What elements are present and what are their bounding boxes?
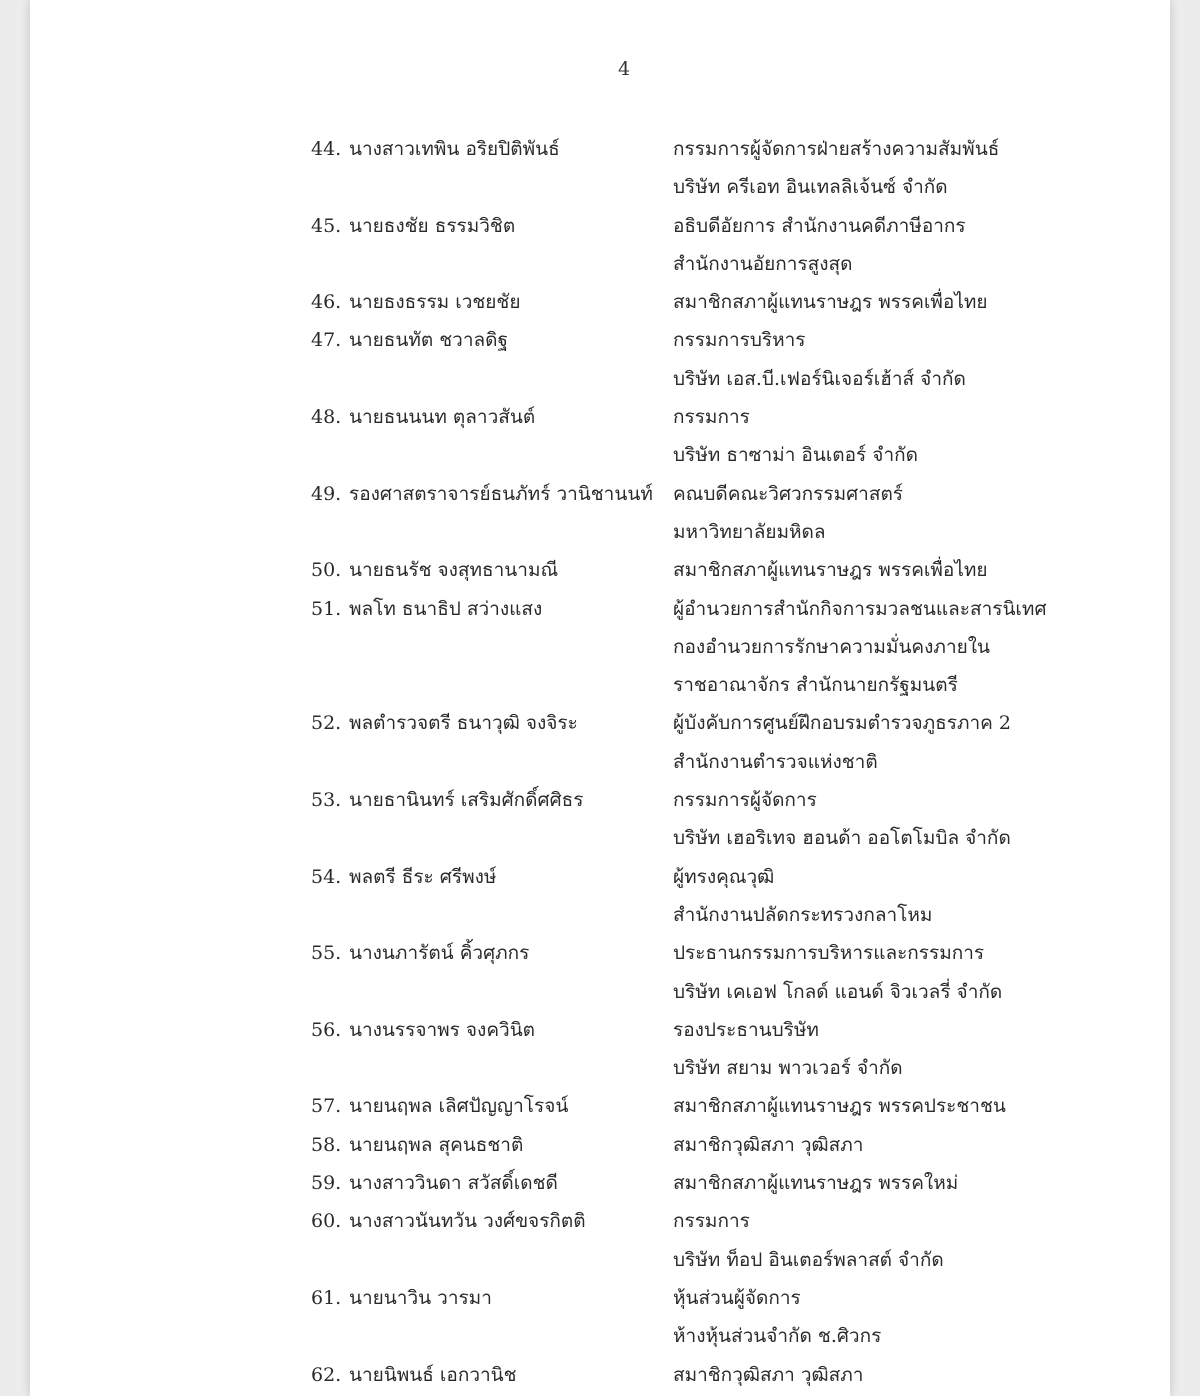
- list-item: [30, 321, 1170, 398]
- member-position: [673, 858, 1153, 935]
- position-line: กรรมการ: [673, 1210, 750, 1233]
- document-page: [30, 0, 1170, 1396]
- position-line: กรรมการบริหาร: [673, 329, 806, 352]
- member-name: พลตรี ธีระ ศรีพงษ์: [349, 865, 497, 888]
- member-entry: [311, 398, 671, 475]
- member-entry: [311, 1356, 671, 1394]
- list-item: [30, 207, 1170, 284]
- member-entry: [311, 283, 671, 321]
- member-name: นายธนนนท ตุลาวสันต์: [349, 406, 536, 429]
- entry-number: 44.: [311, 138, 342, 160]
- member-entry: [311, 551, 671, 589]
- member-position: [673, 1087, 1153, 1125]
- member-entry: [311, 1126, 671, 1164]
- position-line: สมาชิกวุฒิสภา วุฒิสภา: [673, 1133, 864, 1156]
- list-item: [30, 1011, 1170, 1088]
- member-entry: [311, 1279, 671, 1356]
- member-name: นายนฤพล เลิศปัญญาโรจน์: [349, 1095, 569, 1118]
- position-line: กองอำนวยการรักษาความมั่นคงภายใน: [673, 635, 991, 658]
- member-entry: [311, 475, 671, 552]
- member-name: นายนฤพล สุคนธชาติ: [349, 1133, 524, 1156]
- member-name: นางนภารัตน์ คิ้วศุภกร: [349, 942, 530, 965]
- position-line: สำนักงานปลัดกระทรวงกลาโหม: [673, 903, 933, 926]
- member-position: [673, 283, 1153, 321]
- entry-number: 54.: [311, 865, 342, 888]
- entry-number: 60.: [311, 1210, 342, 1233]
- member-position: [673, 1126, 1153, 1164]
- entry-number: 58.: [311, 1133, 342, 1156]
- member-name: นางสาวเทพิน อริยปิติพันธ์: [349, 138, 560, 160]
- member-entry: [311, 1087, 671, 1125]
- member-position: [673, 321, 1153, 398]
- position-line: สมาชิกสภาผู้แทนราษฎร พรรคเพื่อไทย: [673, 559, 988, 582]
- member-position: [673, 551, 1153, 589]
- position-line: สำนักงานตำรวจแห่งชาติ: [673, 750, 878, 773]
- member-entry: [311, 207, 671, 284]
- position-line: สมาชิกสภาผู้แทนราษฎร พรรคใหม่: [673, 1172, 959, 1195]
- position-line: ผู้อำนวยการสำนักกิจการมวลชนและสารนิเทศ: [673, 597, 1047, 620]
- entry-number: 56.: [311, 1018, 342, 1041]
- position-line: อธิบดีอัยการ สำนักงานคดีภาษีอากร: [673, 214, 966, 237]
- position-line: สมาชิกสภาผู้แทนราษฎร พรรคประชาชน: [673, 1095, 1006, 1118]
- entry-number: 52.: [311, 712, 342, 735]
- entry-number: 55.: [311, 942, 342, 965]
- entry-number: 59.: [311, 1172, 342, 1195]
- member-name: นายนิพนธ์ เอกวานิช: [349, 1363, 517, 1386]
- position-line: หุ้นส่วนผู้จัดการ: [673, 1286, 801, 1309]
- list-item: [30, 1356, 1170, 1394]
- list-item: [30, 704, 1170, 781]
- member-position: [673, 1279, 1153, 1356]
- member-entry: [311, 590, 671, 705]
- entry-number: 49.: [311, 482, 342, 505]
- entry-number: 61.: [311, 1286, 342, 1309]
- position-line: ราชอาณาจักร สำนักนายกรัฐมนตรี: [673, 674, 958, 697]
- position-line: บริษัท ท็อป อินเตอร์พลาสต์ จำกัด: [673, 1248, 944, 1271]
- member-position: [673, 1202, 1153, 1279]
- position-line: กรรมการผู้จัดการฝ่ายสร้างความสัมพันธ์: [673, 138, 1000, 160]
- member-position: [673, 130, 1153, 207]
- member-position: [673, 590, 1153, 705]
- member-entry: [311, 321, 671, 398]
- member-position: [673, 207, 1153, 284]
- position-line: สมาชิกสภาผู้แทนราษฎร พรรคเพื่อไทย: [673, 291, 988, 314]
- entry-number: 45.: [311, 214, 342, 237]
- position-line: บริษัท เอส.บี.เฟอร์นิเจอร์เฮ้าส์ จำกัด: [673, 367, 966, 390]
- member-position: [673, 1164, 1153, 1202]
- member-position: [673, 704, 1153, 781]
- member-entry: [311, 130, 671, 207]
- member-name: นางสาววินดา สวัสดิ์เดชดี: [349, 1172, 558, 1195]
- position-line: คณบดีคณะวิศวกรรมศาสตร์: [673, 482, 903, 505]
- list-item: [30, 1087, 1170, 1125]
- member-entry: [311, 704, 671, 781]
- entry-number: 53.: [311, 789, 342, 812]
- position-line: บริษัท เฮอริเทจ ฮอนด้า ออโตโมบิล จำกัด: [673, 827, 1011, 850]
- position-line: สมาชิกวุฒิสภา วุฒิสภา: [673, 1363, 864, 1386]
- list-item: [30, 934, 1170, 1011]
- member-position: [673, 1011, 1153, 1088]
- position-line: มหาวิทยาลัยมหิดล: [673, 520, 826, 543]
- position-line: ห้างหุ้นส่วนจำกัด ช.ศิวกร: [673, 1325, 882, 1348]
- list-item: [30, 398, 1170, 475]
- position-line: บริษัท สยาม พาวเวอร์ จำกัด: [673, 1057, 903, 1080]
- list-item: [30, 130, 1170, 207]
- list-item: [30, 475, 1170, 552]
- member-entry: [311, 781, 671, 858]
- position-line: ประธานกรรมการบริหารและกรรมการ: [673, 942, 985, 965]
- member-position: [673, 934, 1153, 1011]
- position-line: บริษัท เคเอฟ โกลด์ แอนด์ จิวเวลรี่ จำกัด: [673, 980, 1003, 1003]
- member-name: พลโท ธนาธิป สว่างแสง: [349, 597, 543, 620]
- list-item: [30, 1164, 1170, 1202]
- entry-number: 62.: [311, 1363, 342, 1386]
- position-line: บริษัท ครีเอท อินเทลลิเจ้นซ์ จำกัด: [673, 176, 948, 199]
- entry-number: 47.: [311, 329, 342, 352]
- member-name: นายธงชัย ธรรมวิชิต: [349, 214, 516, 237]
- member-name: นายธนรัช จงสุทธานามณี: [349, 559, 559, 582]
- position-line: ผู้บังคับการศูนย์ฝึกอบรมตำรวจภูธรภาค 2: [673, 712, 1012, 735]
- list-item: [30, 1126, 1170, 1164]
- member-name: นายนาวิน วารมา: [349, 1286, 492, 1309]
- list-item: [30, 1202, 1170, 1279]
- position-line: สำนักงานอัยการสูงสุด: [673, 252, 853, 275]
- member-entry: [311, 1011, 671, 1088]
- position-line: บริษัท ธาซาม่า อินเตอร์ จำกัด: [673, 444, 918, 467]
- member-list: [30, 130, 1170, 1394]
- member-position: [673, 475, 1153, 552]
- member-entry: [311, 1202, 671, 1279]
- list-item: [30, 1279, 1170, 1356]
- member-position: [673, 1356, 1153, 1394]
- position-line: รองประธานบริษัท: [673, 1018, 819, 1041]
- member-entry: [311, 934, 671, 1011]
- member-entry: [311, 858, 671, 935]
- member-name: นางนรรจาพร จงควินิต: [349, 1018, 536, 1041]
- member-name: รองศาสตราจารย์ธนภัทร์ วานิชานนท์: [349, 482, 653, 505]
- position-line: กรรมการผู้จัดการ: [673, 789, 817, 812]
- member-position: [673, 398, 1153, 475]
- list-item: [30, 551, 1170, 589]
- page-number: 4: [618, 58, 631, 80]
- entry-number: 51.: [311, 597, 342, 620]
- member-name: พลตำรวจตรี ธนาวุฒิ จงจิระ: [349, 712, 578, 735]
- list-item: [30, 283, 1170, 321]
- entry-number: 46.: [311, 291, 342, 314]
- entry-number: 48.: [311, 406, 342, 429]
- entry-number: 50.: [311, 559, 342, 582]
- entry-number: 57.: [311, 1095, 342, 1118]
- list-item: [30, 781, 1170, 858]
- member-entry: [311, 1164, 671, 1202]
- member-name: นายธนทัต ชวาลดิฐ: [349, 329, 508, 352]
- member-name: นายธานินทร์ เสริมศักดิ์ศศิธร: [349, 789, 584, 812]
- list-item: [30, 858, 1170, 935]
- position-line: กรรมการ: [673, 406, 750, 429]
- member-name: นายธงธรรม เวชยชัย: [349, 291, 521, 314]
- member-position: [673, 781, 1153, 858]
- list-item: [30, 590, 1170, 705]
- position-line: ผู้ทรงคุณวุฒิ: [673, 865, 775, 888]
- member-name: นางสาวนันทวัน วงศ์ขจรกิตติ: [349, 1210, 586, 1233]
